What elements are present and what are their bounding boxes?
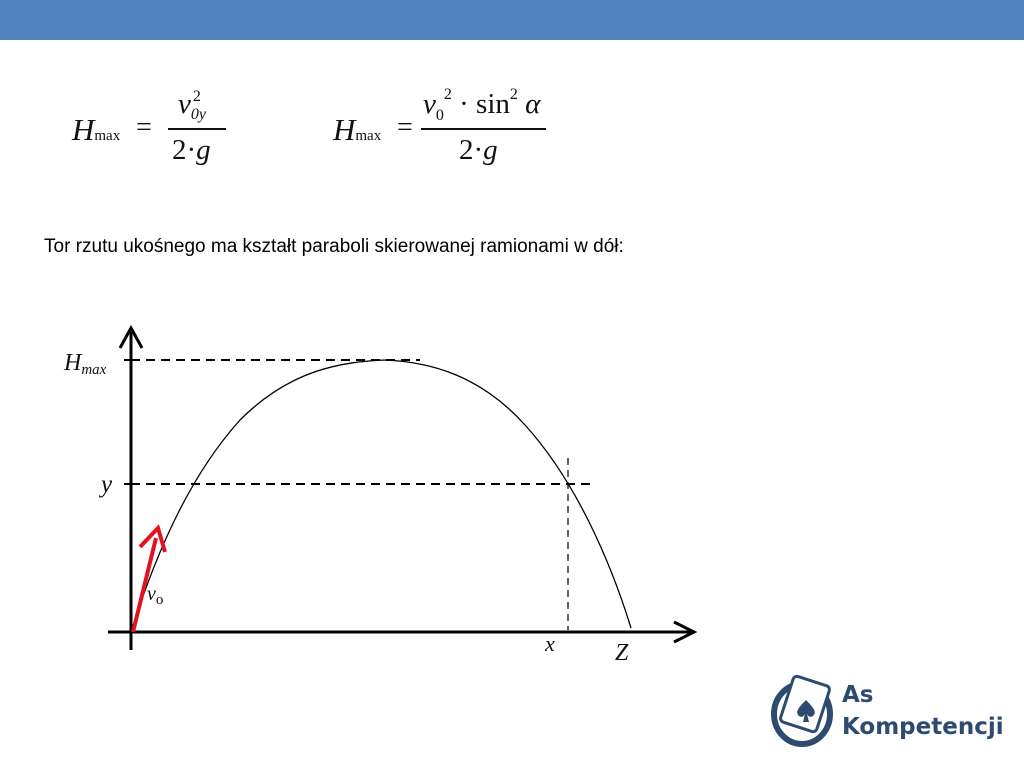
formula-numerator: v 2 0y xyxy=(178,88,206,123)
formula-equals: = xyxy=(136,112,152,143)
formula-lhs: Hmax xyxy=(72,112,121,147)
logo-text-kompetencji: Kompetencji xyxy=(842,714,1004,740)
formula-lhs: Hmax xyxy=(333,112,382,147)
description-text: Tor rzutu ukośnego ma kształt paraboli skierowanej ramionami w dół: xyxy=(44,236,624,257)
logo-text-as: As xyxy=(842,682,874,708)
fraction-bar xyxy=(421,128,546,130)
as-kompetencji-logo xyxy=(768,672,1008,752)
trajectory-diagram xyxy=(0,300,720,670)
label-z: Z xyxy=(615,640,629,666)
formula-equals: = xyxy=(397,112,413,143)
label-hmax: Hmax xyxy=(64,350,107,378)
trajectory-curve xyxy=(131,360,631,632)
formula-hmax-sin xyxy=(333,82,553,182)
label-x: x xyxy=(545,631,555,656)
spade-card-icon xyxy=(768,672,840,752)
label-y: y xyxy=(101,471,113,498)
formula-numerator: $v_0^2 \cdot \sin^2 \alpha$ xyxy=(423,86,541,124)
label-v0: $v_o$ xyxy=(147,583,164,608)
formula-hmax-v0y xyxy=(72,82,242,182)
title-bar xyxy=(0,0,1024,40)
formula-denominator: 2·g xyxy=(172,134,211,166)
formula-denominator: 2·g xyxy=(459,134,498,166)
fraction-bar xyxy=(168,128,226,130)
